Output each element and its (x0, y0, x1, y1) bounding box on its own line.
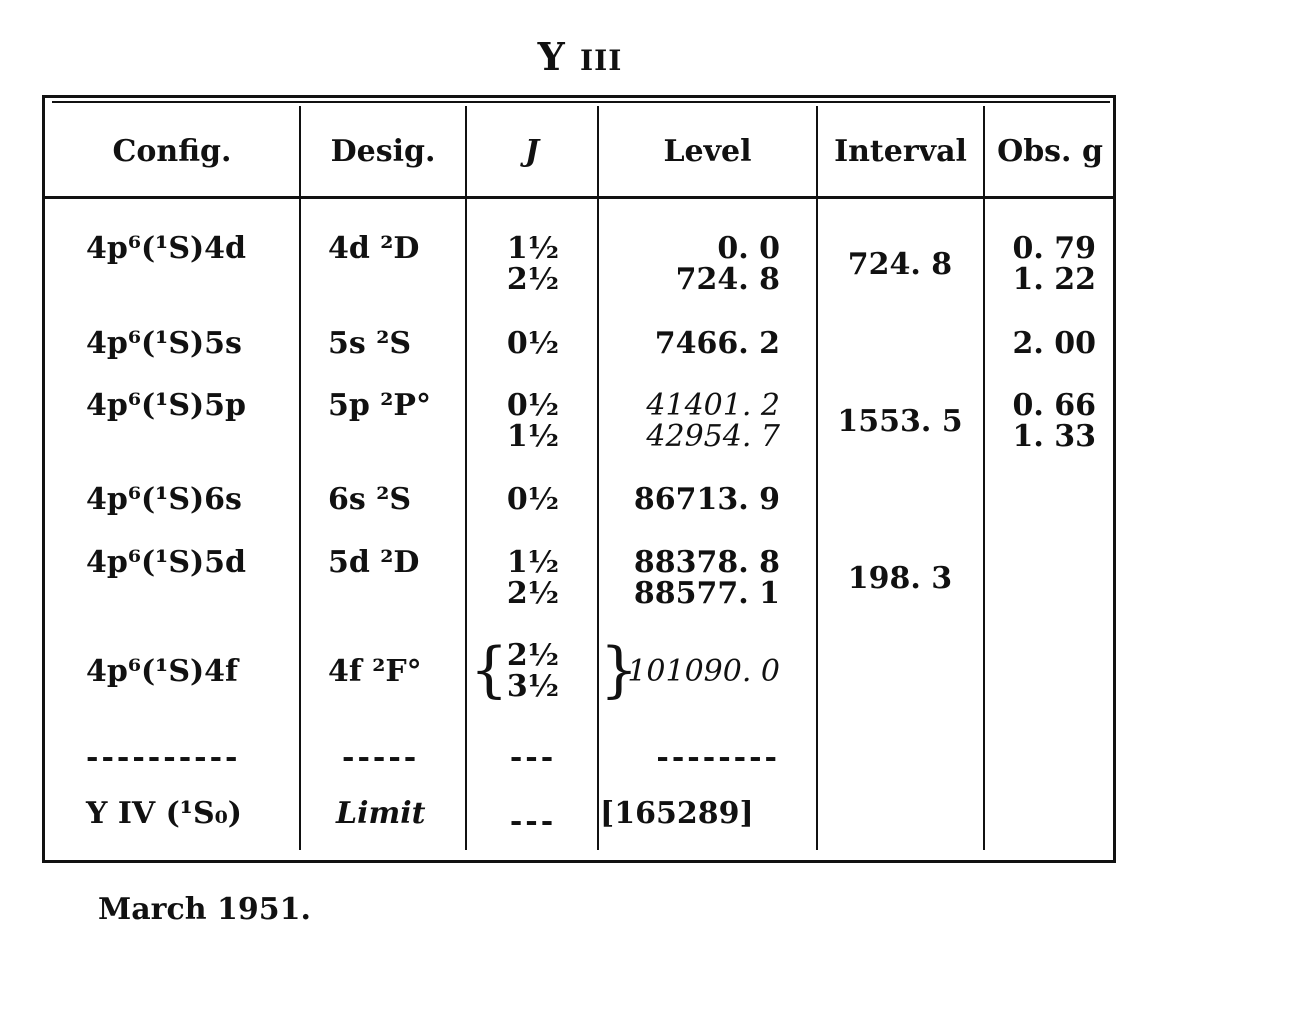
element-symbol: Y (537, 34, 566, 79)
row-level: 7466. 2 (654, 326, 780, 361)
limit-label: Limit (336, 796, 426, 831)
row-config: 4p⁶(¹S)5p (86, 388, 247, 423)
page-title (520, 34, 640, 79)
row-j: 0½ 1½ (506, 388, 560, 454)
header-rule (45, 196, 1115, 199)
row-level: 101090. 0 (627, 654, 780, 689)
row-j: 0½ (506, 326, 560, 361)
header-obs-g: Obs. g (997, 134, 1103, 169)
row-config: 4p⁶(¹S)6s (86, 482, 242, 517)
row-desig: 6s ²S (328, 482, 412, 517)
row-obs-g: 2. 00 (1012, 326, 1096, 361)
row-j: 1½ 2½ (506, 545, 560, 611)
limit-j: --- (509, 804, 557, 839)
dash-config: ---------- (86, 740, 241, 775)
row-level: 0. 0 724. 8 (675, 231, 780, 297)
header-level: Level (663, 134, 752, 169)
header-config: Config. (112, 134, 232, 169)
dash-j: --- (509, 740, 557, 775)
row-desig: 5p ²P° (328, 388, 431, 423)
header-desig: Desig. (330, 134, 436, 169)
right-brace: } (600, 635, 639, 705)
header-j: J (524, 134, 540, 169)
row-j: 2½ 3½ (506, 638, 560, 704)
header-interval: Interval (834, 134, 967, 169)
row-desig: 5s ²S (328, 326, 412, 361)
column-divider (983, 106, 985, 850)
ion-stage: III (580, 44, 623, 77)
limit-config: Y IV (¹S₀) (86, 796, 242, 831)
limit-level: [165289] (600, 796, 754, 831)
row-interval: 724. 8 (847, 247, 953, 282)
dash-desig: ----- (342, 740, 420, 775)
row-interval: 198. 3 (847, 561, 953, 596)
row-j: 0½ (506, 482, 560, 517)
column-divider (299, 106, 301, 850)
column-divider (465, 106, 467, 850)
row-config: 4p⁶(¹S)4d (86, 231, 247, 266)
row-level: 86713. 9 (633, 482, 780, 517)
row-desig: 4d ²D (328, 231, 420, 266)
row-level: 88378. 8 88577. 1 (633, 545, 780, 611)
row-config: 4p⁶(¹S)5d (86, 545, 247, 580)
left-brace: { (470, 635, 509, 705)
row-config: 4p⁶(¹S)5s (86, 326, 242, 361)
row-interval: 1553. 5 (837, 404, 963, 439)
row-j: 1½ 2½ (506, 231, 560, 297)
row-obs-g: 0. 79 1. 22 (1012, 231, 1096, 297)
table-top-rule (52, 101, 1110, 103)
dash-level: -------- (656, 740, 780, 775)
column-divider (816, 106, 818, 850)
date-footer: March 1951. (98, 892, 311, 927)
row-config: 4p⁶(¹S)4f (86, 654, 238, 689)
row-level: 41401. 2 42954. 7 (646, 388, 780, 454)
row-desig: 5d ²D (328, 545, 420, 580)
row-obs-g: 0. 66 1. 33 (1012, 388, 1096, 454)
column-divider (597, 106, 599, 850)
row-desig: 4f ²F° (328, 654, 422, 689)
